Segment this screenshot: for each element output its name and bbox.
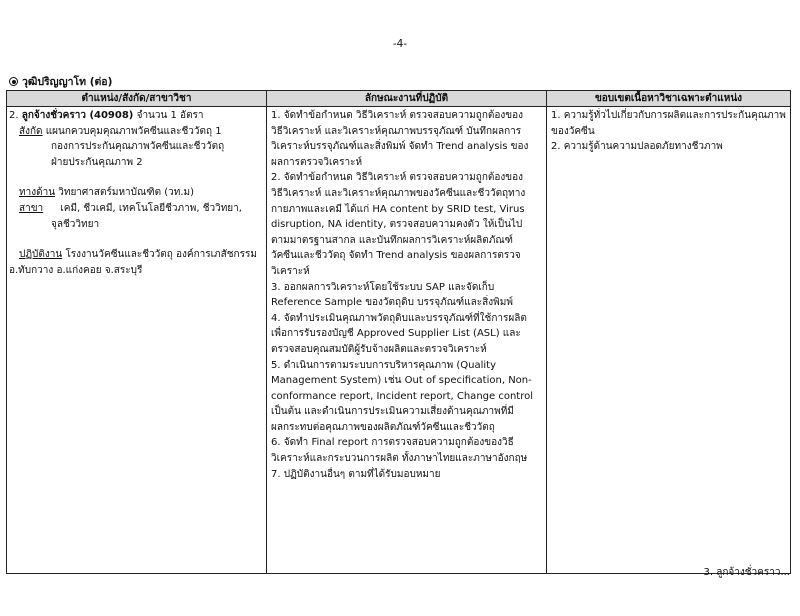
duty-line: 4. จัดทำประเมินคุณภาพวัตถุดิบและบรรจุภัณฑ์ที่ใช้การผลิต [271, 312, 527, 324]
position-title: ลูกจ้างชั่วคราว (40908) [21, 110, 134, 121]
workplace-text: โรงงานวัคซีนและชีววัตถุ องค์การเภสัชกรรม [65, 249, 257, 261]
duty-line: 7. ปฏิบัติงานอื่นๆ ตามที่ได้รับมอบหมาย [271, 468, 441, 480]
duty-line: Reference Sample ของวัตถุดิบ บรรจุภัณฑ์และสิ่งพิมพ์ [271, 297, 513, 309]
duty-line: ผลกระทบต่อคุณภาพของผลิตภัณฑ์วัคซีนและชีววัตถุ [271, 421, 495, 433]
header-position: ตำแหน่ง/สังกัด/สาขาวิชา [7, 91, 267, 107]
scope-line: 1. ความรู้ทั่วไปเกี่ยวกับการผลิตและการประกันคุณภาพ [551, 110, 786, 121]
duty-line: วิเคราะห์และกระบวนการผลิต ทั้งภาษาไทยและภาษาอังกฤษ [271, 453, 528, 465]
major-text: จุลชีววิทยา [51, 218, 100, 230]
major-line [9, 201, 262, 217]
position-cell [7, 107, 267, 574]
duty-line: วิธีวิเคราะห์ และวิเคราะห์คุณภาพบรรจุภัณฑ์ บันทึกผลการ [271, 125, 522, 137]
affiliation-text: แผนกควบคุมคุณภาพวัคซีนและชีววัตถุ 1 [45, 125, 222, 137]
header-scope: ขอบเขตเนื้อหาวิชาเฉพาะตำแหน่ง [547, 91, 791, 107]
duty-line: 3. ออกผลการวิเคราะห์โดยใช้ระบบ SAP และจัดเก็บ [271, 281, 495, 293]
affiliation-text: กองการประกันคุณภาพวัคซีนและชีววัตถุ [51, 141, 225, 153]
duty-line: วิเคราะห์ [271, 265, 310, 277]
duty-line: ผลการตรวจวิเคราะห์ [271, 156, 363, 168]
section-title [9, 73, 112, 90]
duty-line: 1. จัดทำข้อกำหนด วิธีวิเคราะห์ ตรวจสอบความถูกต้องของ [271, 110, 523, 121]
major-text: เคมี, ชีวเคมี, เทคโนโลยีชีวภาพ, ชีววิทยา, [60, 202, 242, 214]
affiliation-text: ฝ่ายประกันคุณภาพ 2 [51, 156, 143, 168]
duty-line: ตรวจสอบคุณสมบัติผู้รับจ้างผลิตและตรวจวิเคราะห์ [271, 343, 487, 355]
scope-cell [547, 107, 791, 574]
duty-line: วัคซีนและชีววัตถุ จัดทำ Trend analysis ของผลการตรวจ [271, 250, 521, 262]
page-number: -4- [392, 38, 408, 50]
header-duties: ลักษณะงานที่ปฏิบัติ [267, 91, 547, 107]
position-count: จำนวน 1 อัตรา [136, 110, 204, 121]
duty-line: วิธีวิเคราะห์ และวิเคราะห์คุณภาพของวัคซีนและชีววัตถุทาง [271, 187, 526, 199]
table-header-row [7, 91, 791, 107]
affiliation-line [9, 124, 262, 140]
field-line [9, 185, 262, 201]
position-heading [9, 108, 262, 124]
duty-line: disruption, NA identity, ตรวจสอบความคงตัว ให้เป็นไป [271, 219, 523, 231]
position-table [6, 90, 791, 574]
duty-line: กายภาพและเคมี ได้แก่ HA content by SRID test, Virus [271, 203, 525, 215]
duty-line: conformance report, Incident report, Change control [271, 390, 533, 402]
position-number: 2. [9, 110, 19, 121]
duties-cell [267, 107, 547, 574]
radio-bullet-icon [9, 77, 18, 86]
workplace-text: อ.ทับกวาง อ.แก่งคอย จ.สระบุรี [9, 264, 143, 276]
major-label: สาขา [19, 202, 44, 214]
workplace-line [9, 247, 262, 263]
duty-line: ตามมาตรฐานสากล และบันทึกผลการวิเคราะห์ผลิตภัณฑ์ [271, 234, 513, 246]
duty-line: เป็นต้น และดำเนินการประเมินความเสี่ยงด้านคุณภาพที่มี [271, 406, 514, 418]
duty-line: 6. จัดทำ Final report การตรวจสอบความถูกต้องของวิธี [271, 437, 514, 449]
affiliation-label: สังกัด [19, 125, 43, 137]
duty-line: เพื่อการรับรองบัญชี Approved Supplier List (ASL) และ [271, 328, 521, 340]
duty-line: วิเคราะห์บรรจุภัณฑ์และสิ่งพิมพ์ จัดทำ Trend analysis ของ [271, 141, 529, 153]
section-title-text: วุฒิปริญญาโท (ต่อ) [22, 76, 113, 88]
table-row [7, 107, 791, 574]
duty-line: 5. ดำเนินการตามระบบการบริหารคุณภาพ (Quality [271, 359, 497, 371]
field-label: ทางด้าน [19, 187, 56, 199]
continuation-note: 3. ลูกจ้างชั่วคราว... [703, 567, 790, 578]
field-value: วิทยาศาสตร์มหาบัณฑิต (วท.ม) [58, 187, 195, 199]
duty-line: Management System) เช่น Out of specification, Non- [271, 375, 532, 387]
duty-line: 2. จัดทำข้อกำหนด วิธีวิเคราะห์ ตรวจสอบความถูกต้องของ [271, 172, 523, 184]
scope-line: 2. ความรู้ด้านความปลอดภัยทางชีวภาพ [551, 141, 723, 153]
workplace-label: ปฏิบัติงาน [19, 249, 63, 261]
scope-line: ของวัคซีน [551, 125, 595, 137]
